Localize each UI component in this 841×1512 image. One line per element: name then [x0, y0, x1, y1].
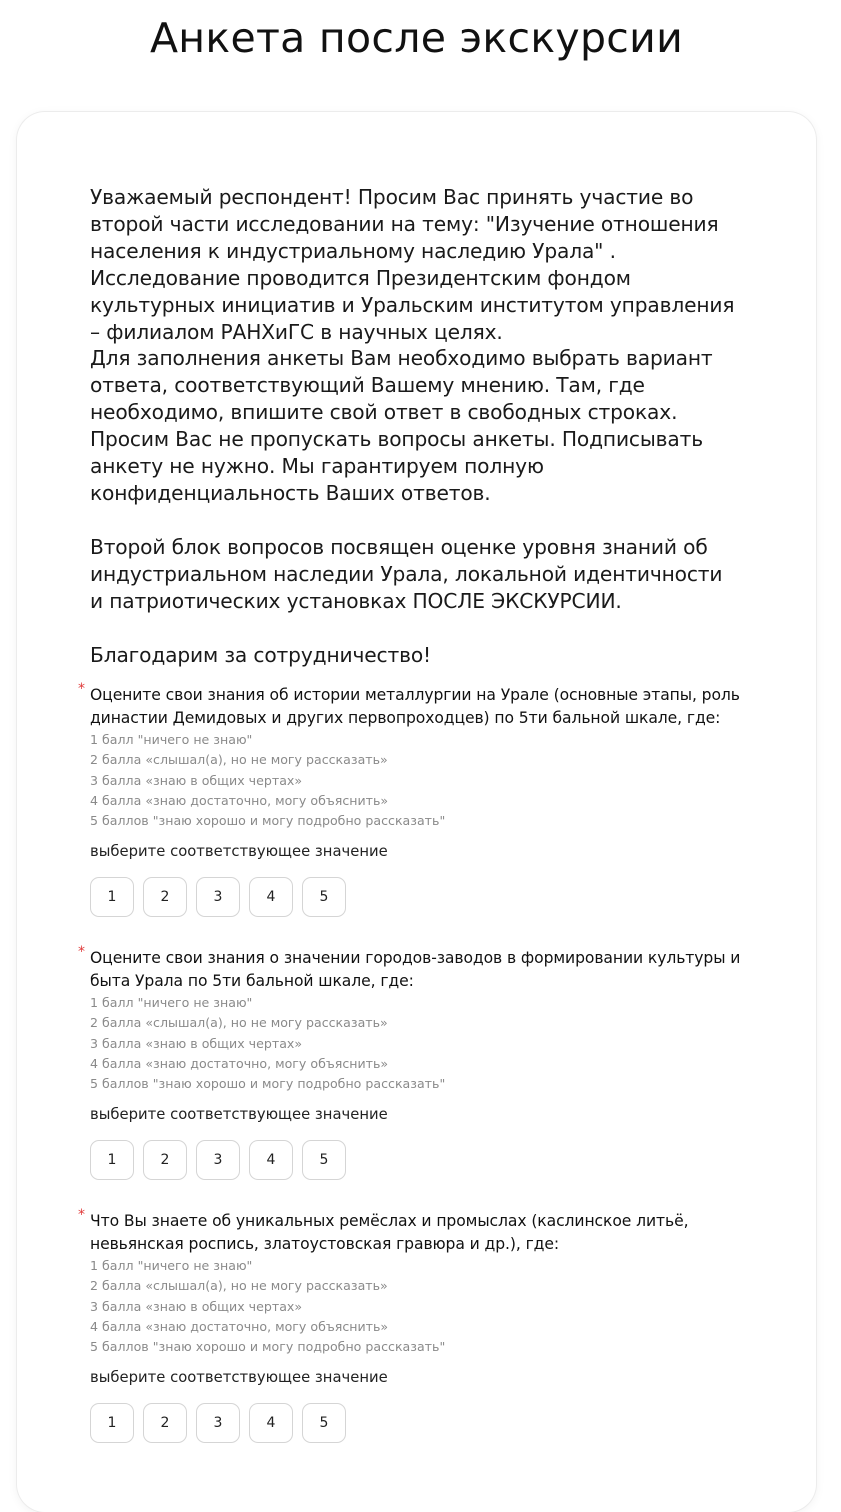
rating-option-5[interactable]: 5	[302, 877, 346, 917]
question-prompt: выберите соответствующее значение	[90, 1369, 388, 1387]
rating-option-2[interactable]: 2	[143, 1140, 187, 1180]
rating-option-1[interactable]: 1	[90, 877, 134, 917]
required-mark: *	[78, 1207, 85, 1223]
rating-option-4[interactable]: 4	[249, 1403, 293, 1443]
question-prompt: выберите соответствующее значение	[90, 1106, 388, 1124]
rating-scale	[90, 877, 758, 917]
rating-option-1[interactable]: 1	[90, 1140, 134, 1180]
question-title: Оцените свои знания о значении городов-заводов в формировании культуры и быта Урала по 5ти бальной шкале, где:	[90, 949, 741, 990]
intro-thanks: Благодарим за сотрудничество!	[90, 642, 431, 667]
intro-paragraph: Второй блок вопросов посвящен оценке уровня знаний об индустриальном наследии Урала, локальной идентичности и патриотических установках ПОСЛЕ ЭКСКУРСИИ.	[90, 534, 723, 613]
rating-scale	[90, 1403, 758, 1443]
rating-option-3[interactable]: 3	[196, 877, 240, 917]
question-prompt: выберите соответствующее значение	[90, 843, 388, 861]
question-title: Оцените свои знания об истории металлургии на Урале (основные этапы, роль династии Демидовых и других первопроходцев) по 5ти бальной шкале, где:	[90, 686, 740, 727]
rating-option-1[interactable]: 1	[90, 1403, 134, 1443]
rating-option-3[interactable]: 3	[196, 1140, 240, 1180]
required-mark: *	[78, 681, 85, 697]
rating-option-3[interactable]: 3	[196, 1403, 240, 1443]
required-mark: *	[78, 944, 85, 960]
question-title: Что Вы знаете об уникальных ремёслах и промыслах (каслинское литьё, невьянская роспись, златоустовская гравюра и др.), где:	[90, 1212, 689, 1253]
question-1	[78, 681, 758, 917]
rating-option-5[interactable]: 5	[302, 1140, 346, 1180]
intro-text	[90, 184, 770, 669]
question-hints: 1 балл "ничего не знаю" 2 балла «слышал(а), но не могу рассказать» 3 балла «знаю в общих чертах» 4 балла «знаю достаточно, могу объяснить» 5 баллов "знаю хорошо и могу подробно рассказать"	[90, 732, 446, 829]
question-hints: 1 балл "ничего не знаю" 2 балла «слышал(а), но не могу рассказать» 3 балла «знаю в общих чертах» 4 балла «знаю достаточно, могу объяснить» 5 баллов "знаю хорошо и могу подробно рассказать"	[90, 995, 446, 1092]
rating-option-4[interactable]: 4	[249, 877, 293, 917]
rating-scale	[90, 1140, 758, 1180]
rating-option-2[interactable]: 2	[143, 877, 187, 917]
question-2	[78, 944, 758, 1180]
question-hints: 1 балл "ничего не знаю" 2 балла «слышал(а), но не могу рассказать» 3 балла «знаю в общих чертах» 4 балла «знаю достаточно, могу объяснить» 5 баллов "знаю хорошо и могу подробно рассказать"	[90, 1258, 446, 1355]
rating-option-2[interactable]: 2	[143, 1403, 187, 1443]
page-title: Анкета после экскурсии	[149, 14, 684, 62]
intro-paragraph: Уважаемый респондент! Просим Вас принять участие во второй части исследовании на тему: "Изучение отношения населения к индустриальному наследию Урала" . Исследование проводится Президентским фондом культурных инициатив и Уральским институтом управления – филиалом РАНХиГС в научных целях. Для заполнения анкеты Вам необходимо выбрать вариант ответа, соответствующий Вашему мнению. Там, где необходимо, впишите свой ответ в свободных строках. Просим Вас не пропускать вопросы анкеты. Подписывать анкету не нужно. Мы гарантируем полную конфиденциальность Ваших ответов.	[90, 185, 735, 505]
question-3	[78, 1207, 758, 1443]
rating-option-4[interactable]: 4	[249, 1140, 293, 1180]
rating-option-5[interactable]: 5	[302, 1403, 346, 1443]
